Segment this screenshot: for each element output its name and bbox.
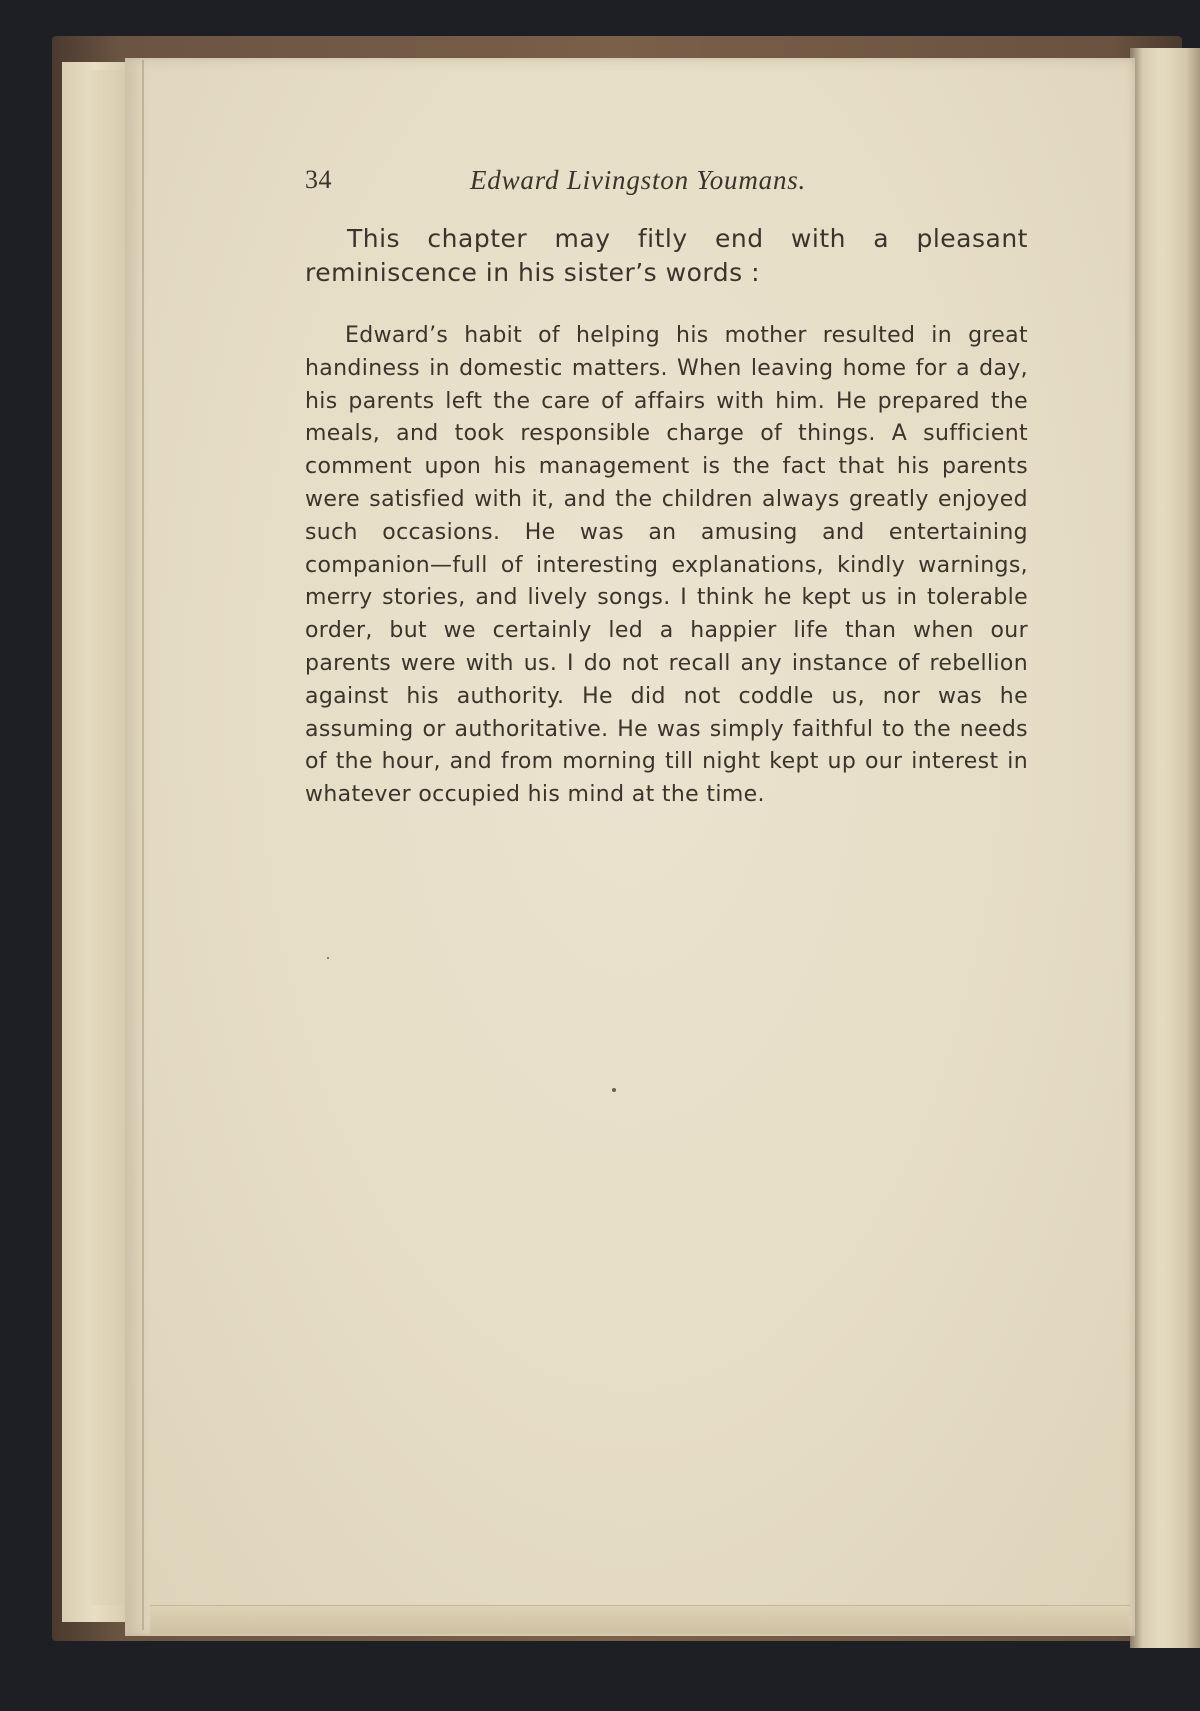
paper-speck: [612, 1088, 616, 1092]
intro-paragraph: This chapter may fitly end with a pleasant reminiscence in his sister’s words :: [305, 224, 1028, 287]
facing-page-edge: [1130, 48, 1200, 1648]
book-page: [125, 58, 1135, 1636]
paper-speck: [327, 957, 329, 959]
quoted-reminiscence: Edward’s habit of helping his mother resulted in great handiness in domestic matters. When leaving home for a day, his parents left the care of affairs with him. He prepared the meals, and took responsible charge of things. A sufficient comment upon his management is the fact that his parents were satisfied with it, and the children always greatly enjoyed such occasions. He was an amusing and entertaining companion—full of interesting explanations, kindly warnings, merry stories, and lively songs. I think he kept us in tolerable order, but we certainly led a happier life than when our parents were with us. I do not recall any instance of rebellion against his authority. He did not coddle us, nor was he assuming or authoritative. He was simply faithful to the needs of the hour, and from morning till night kept up our interest in whatever occupied his mind at the time.: [305, 323, 1028, 808]
page-stack-inner: [90, 70, 130, 1605]
running-head: [305, 165, 1025, 209]
page-bottom-edge: [150, 1605, 1130, 1634]
gutter-line: [142, 60, 144, 1630]
running-title: Edward Livingston Youmans.: [470, 165, 807, 195]
page-number: 34: [305, 165, 332, 194]
